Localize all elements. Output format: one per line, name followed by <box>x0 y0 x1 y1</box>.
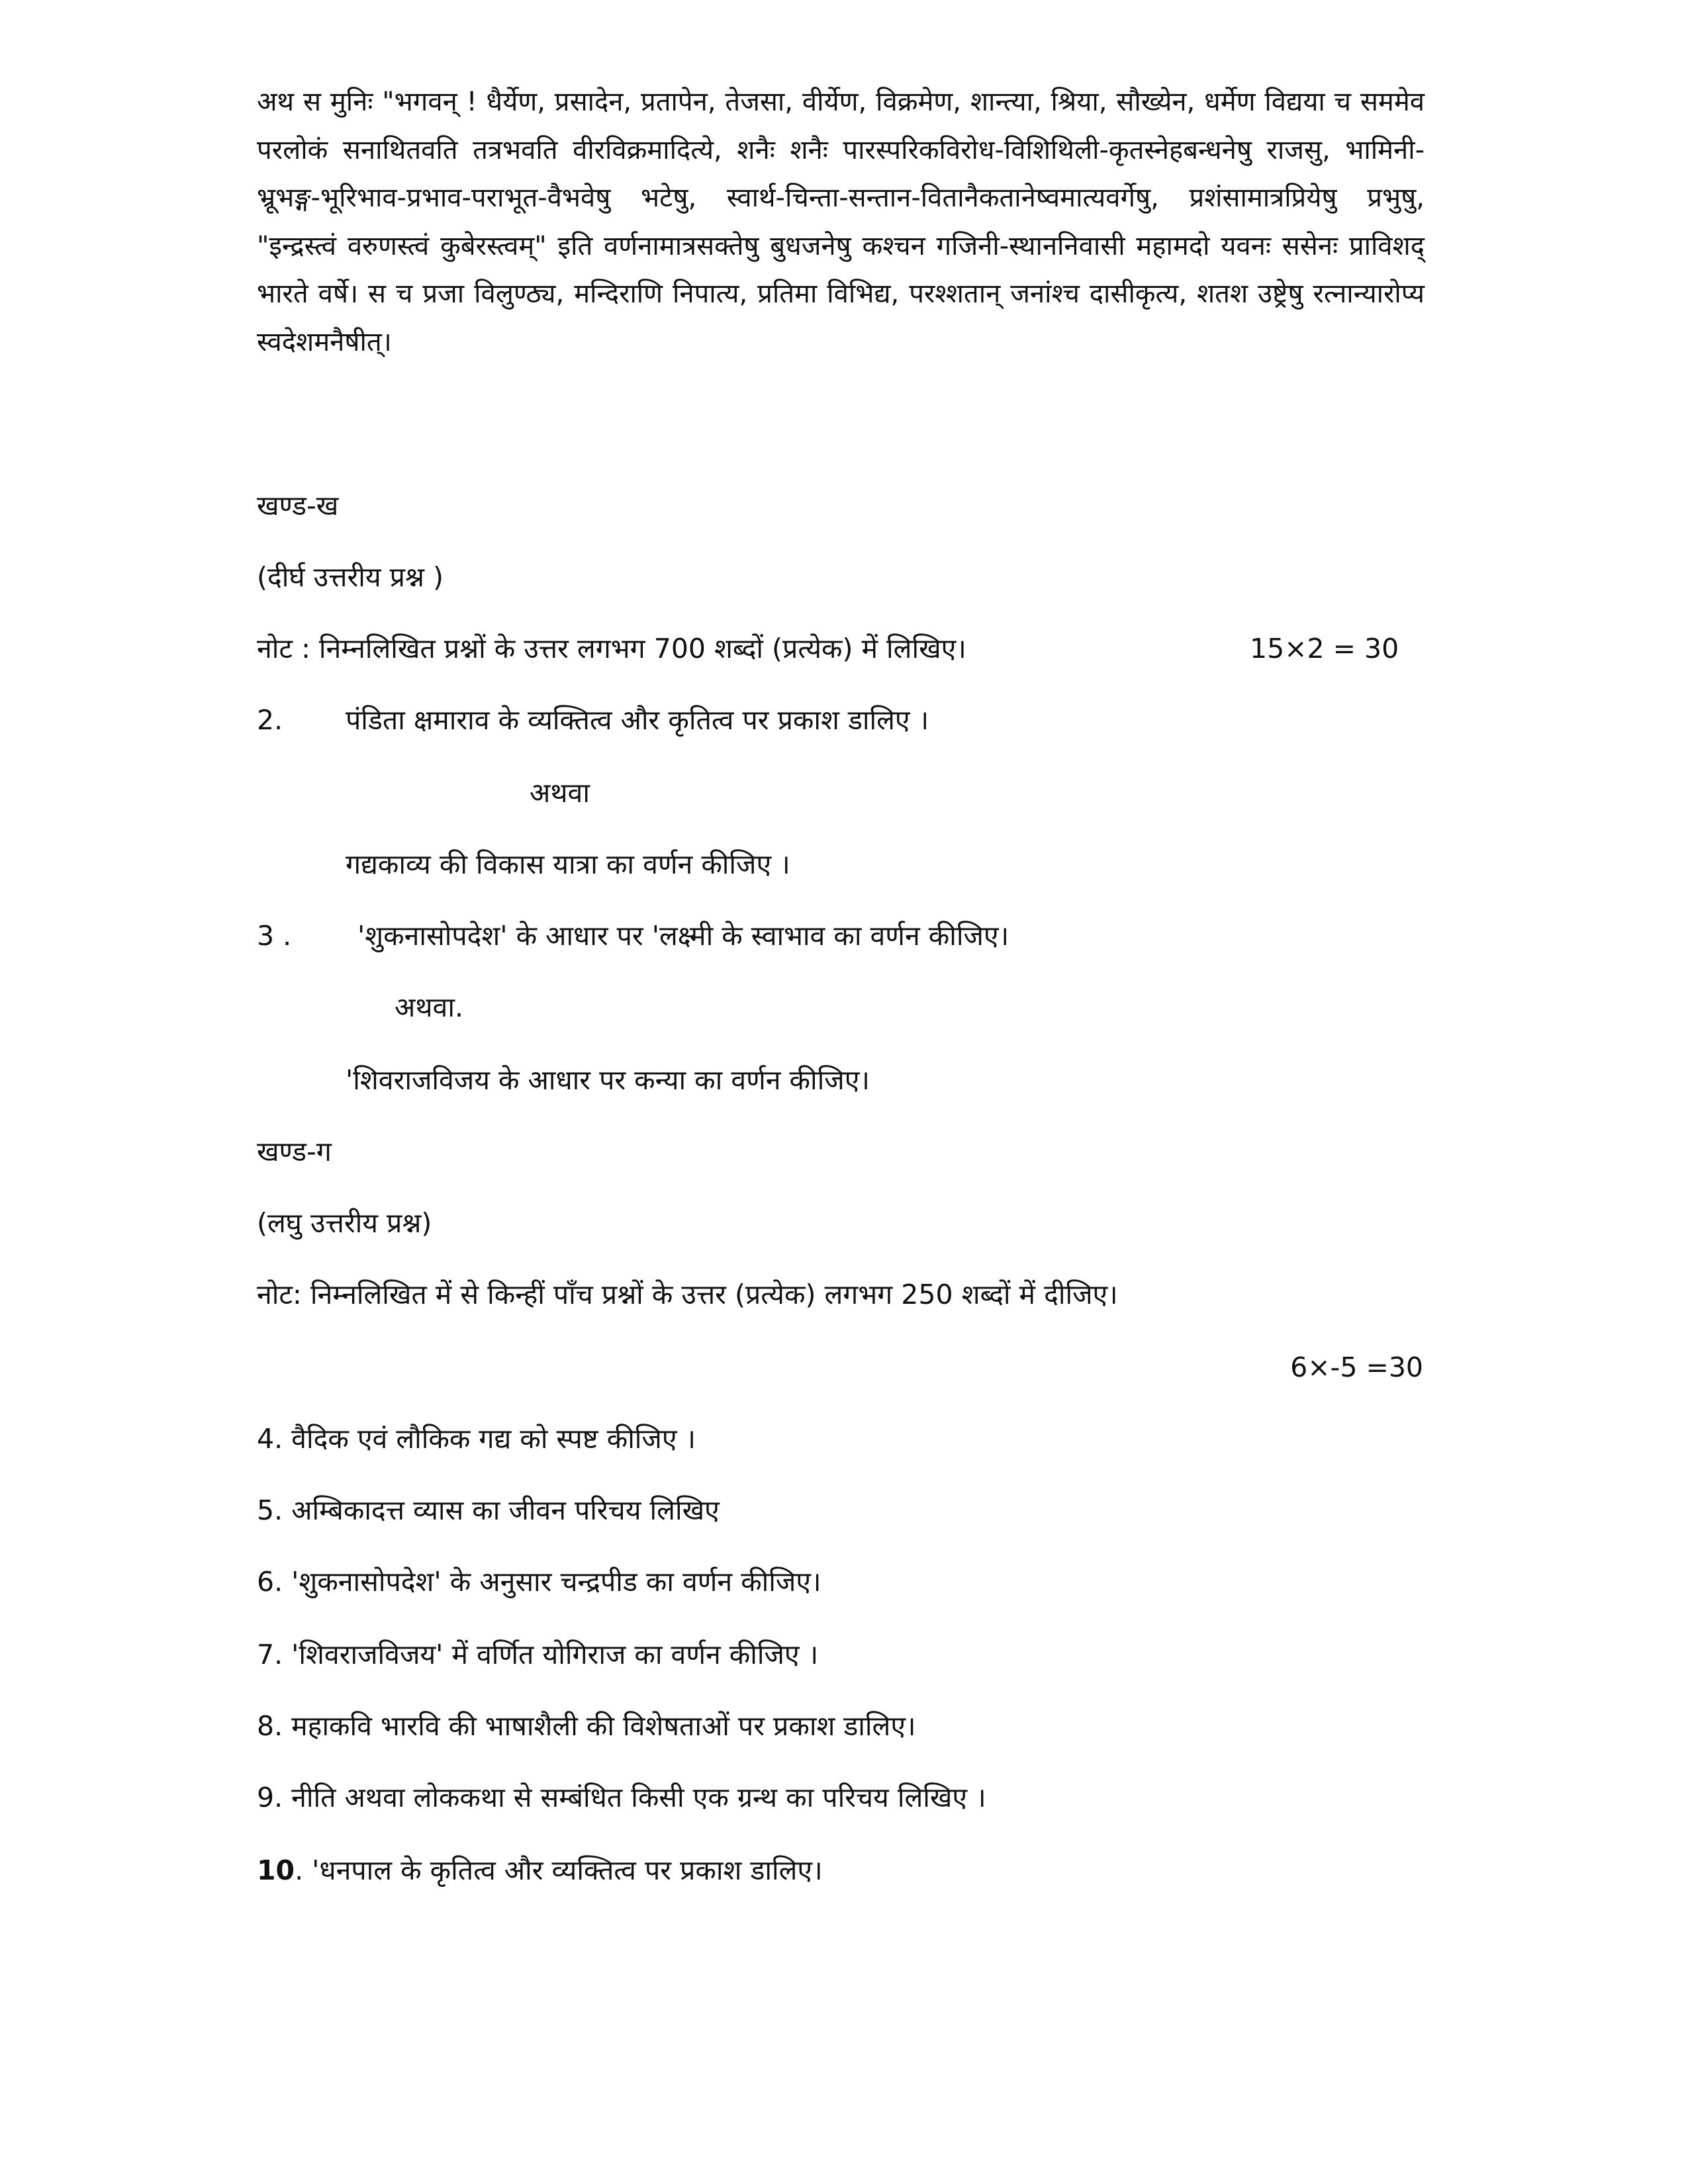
question-3-alternative: 'शिवराजविजय के आधार पर कन्या का वर्णन कीजिए। <box>346 1064 870 1096</box>
question-2-or: अथवा <box>530 777 590 809</box>
section-b-subheading: (दीर्घ उत्तरीय प्रश्न ) <box>257 561 444 593</box>
question-3-number: 3 . <box>257 920 292 952</box>
question-2-alternative: गद्यकाव्य की विकास यात्रा का वर्णन कीजिए । <box>346 848 790 880</box>
question-3-or: अथवा. <box>395 991 463 1023</box>
section-c-heading: खण्ड-ग <box>257 1136 332 1167</box>
section-c-subheading: (लघु उत्तरीय प्रश्न) <box>257 1207 432 1239</box>
section-c-note: नोट: निम्नलिखित में से किन्हीं पाँच प्रश्नों के उत्तर (प्रत्येक) लगभग 250 शब्दों में दीजिए। <box>257 1279 1118 1310</box>
question-8: 8. महाकवि भारवि की भाषाशैली की विशेषताओं पर प्रकाश डालिए। <box>257 1710 916 1742</box>
question-2-text: पंडिता क्षमाराव के व्यक्तित्व और कृतित्व पर प्रकाश डालिए । <box>346 704 929 736</box>
section-b-marks: 15×2 = 30 <box>1250 633 1399 664</box>
question-10 <box>257 1854 823 1886</box>
question-2-number: 2. <box>257 704 283 736</box>
question-10-text: . 'धनपाल के कृतित्व और व्यक्तित्व पर प्रकाश डालिए। <box>295 1854 823 1886</box>
question-9: 9. नीति अथवा लोककथा से सम्बंधित किसी एक ग्रन्थ का परिचय लिखिए । <box>257 1782 986 1813</box>
section-c-marks: 6×-5 =30 <box>1290 1351 1423 1383</box>
question-3-text: 'शुकनासोपदेश' के आधार पर 'लक्ष्मी के स्वाभाव का वर्णन कीजिए। <box>357 920 1009 952</box>
question-5: 5. अम्बिकादत्त व्यास का जीवन परिचय लिखिए <box>257 1494 720 1526</box>
question-4: 4. वैदिक एवं लौकिक गद्य को स्पष्ट कीजिए । <box>257 1423 696 1455</box>
question-10-number: 10 <box>257 1854 295 1886</box>
section-b-note: नोट : निम्नलिखित प्रश्नों के उत्तर लगभग 700 शब्दों (प्रत्येक) में लिखिए। <box>257 633 966 664</box>
question-7: 7. 'शिवराजविजय' में वर्णित योगिराज का वर्णन कीजिए । <box>257 1639 819 1670</box>
section-b-heading: खण्ड-ख <box>257 490 339 522</box>
question-6: 6. 'शुकनासोपदेश' के अनुसार चन्द्रपीड का वर्णन कीजिए। <box>257 1566 821 1598</box>
sanskrit-passage: अथ स मुनिः "भगवन् ! धैर्येण, प्रसादेन, प्रतापेन, तेजसा, वीर्येण, विक्रमेण, शान्त्या, श्रिया, सौख्येन, धर्मेण विद्यया च सममेव परलोकं सनाथितवति तत्रभवति वीरविक्रमादित्ये, शनैः शनैः पारस्परिकविरोध-विशिथिली-कृतस्नेहबन्धनेषु राजसु, भामिनी-भ्रूभङ्ग-भूरिभाव-प्रभाव-पराभूत-वैभवेषु भटेषु, स्वार्थ-चिन्ता-सन्तान-वितानैकतानेष्वमात्यवर्गेषु, प्रशंसामात्रप्रियेषु प्रभुषु, "इन्द्रस्त्वं वरुणस्त्वं कुबेरस्त्वम्" इति वर्णनामात्रसक्तेषु बुधजनेषु कश्चन गजिनी-स्थाननिवासी महामदो यवनः ससेनः प्राविशद् भारते वर्षे। स च प्रजा विलुण्ठ्य, मन्दिराणि निपात्य, प्रतिमा विभिद्य, परश्शतान् जनांश्च दासीकृत्य, शतश उष्ट्रेषु रत्नान्यारोप्य स्वदेशमनैषीत्। <box>257 87 1425 357</box>
